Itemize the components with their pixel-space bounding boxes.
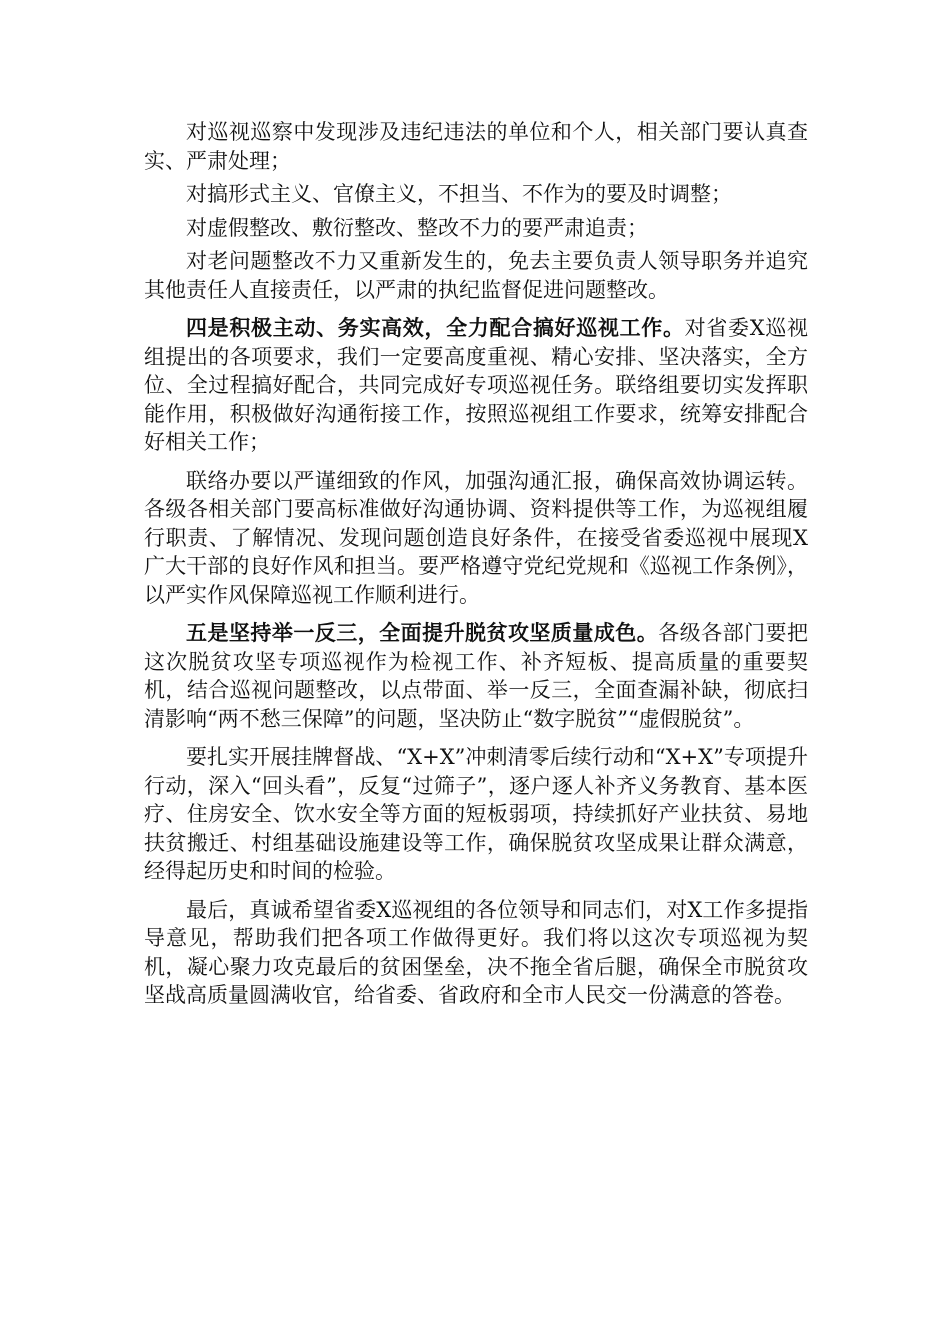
paragraph-text: 对省委X巡视组提出的各项要求，我们一定要高度重视、精心安排、坚决落实，全方位、全过程搞好配合，共同完成好专项巡视任务。联络组要切实发挥职能作用，积极做好沟通衔接工作，按照巡视组工作要求，统筹安排配合好相关工作；: [144, 316, 809, 454]
paragraph-1: [144, 118, 808, 175]
paragraph-4: [144, 247, 808, 304]
section-lead-four: 四是积极主动、务实高效，全力配合搞好巡视工作。: [186, 315, 685, 340]
paragraph-text: 最后，真诚希望省委X巡视组的各位领导和同志们，对X工作多提指导意见，帮助我们把各项工作做得更好。我们将以这次专项巡视为契机，凝心聚力攻克最后的贫困堡垒，决不拖全省后腿，确保全市脱贫攻坚战高质量圆满收官，给省委、省政府和全市人民交一份满意的答卷。: [144, 897, 808, 1007]
paragraph-text: 各级各部门要把这次脱贫攻坚专项巡视作为检视工作、补齐短板、提高质量的重要契机，结合巡视问题整改，以点带面、举一反三，全面查漏补缺，彻底扫清影响“两不愁三保障”的问题，坚决防止“数字脱贫”“虚假脱贫”。: [144, 621, 809, 731]
paragraph-text: 对老问题整改不力又重新发生的，免去主要负责人领导职务并追究其他责任人直接责任，以严肃的执纪监督促进问题整改。: [144, 249, 808, 302]
paragraph-text: 对虚假整改、敷衍整改、整改不力的要严肃追责；: [186, 215, 648, 240]
document-page: [144, 118, 808, 1020]
section-lead-five: 五是坚持举一反三，全面提升脱贫攻坚质量成色。: [186, 620, 659, 645]
paragraph-5: [144, 314, 808, 457]
paragraph-7: [144, 619, 808, 733]
paragraph-9: [144, 896, 808, 1010]
paragraph-text: 对搞形式主义、官僚主义，不担当、不作为的要及时调整；: [186, 182, 732, 206]
paragraph-3: [144, 214, 808, 243]
paragraph-8: [144, 743, 808, 886]
paragraph-2: [144, 180, 808, 209]
paragraph-text: 联络办要以严谨细致的作风，加强沟通汇报，确保高效协调运转。各级各相关部门要高标准做好沟通协调、资料提供等工作，为巡视组履行职责、了解情况、发现问题创造良好条件，在接受省委巡视中展现X广大干部的良好作风和担当。要严格遵守党纪党规和《巡视工作条例》，以严实作风保障巡视工作顺利进行。: [144, 468, 808, 607]
paragraph-text: 要扎实开展挂牌督战、“X+X”冲刺清零后续行动和“X+X”专项提升行动，深入“回头看”，反复“过筛子”，逐户逐人补齐义务教育、基本医疗、住房安全、饮水安全等方面的短板弱项，持续抓好产业扶贫、易地扶贫搬迁、村组基础设施建设等工作，确保脱贫攻坚成果让群众满意，经得起历史和时间的检验。: [144, 745, 808, 883]
paragraph-6: [144, 467, 808, 610]
paragraph-text: 对巡视巡察中发现涉及违纪违法的单位和个人，相关部门要认真查实、严肃处理；: [144, 120, 808, 173]
